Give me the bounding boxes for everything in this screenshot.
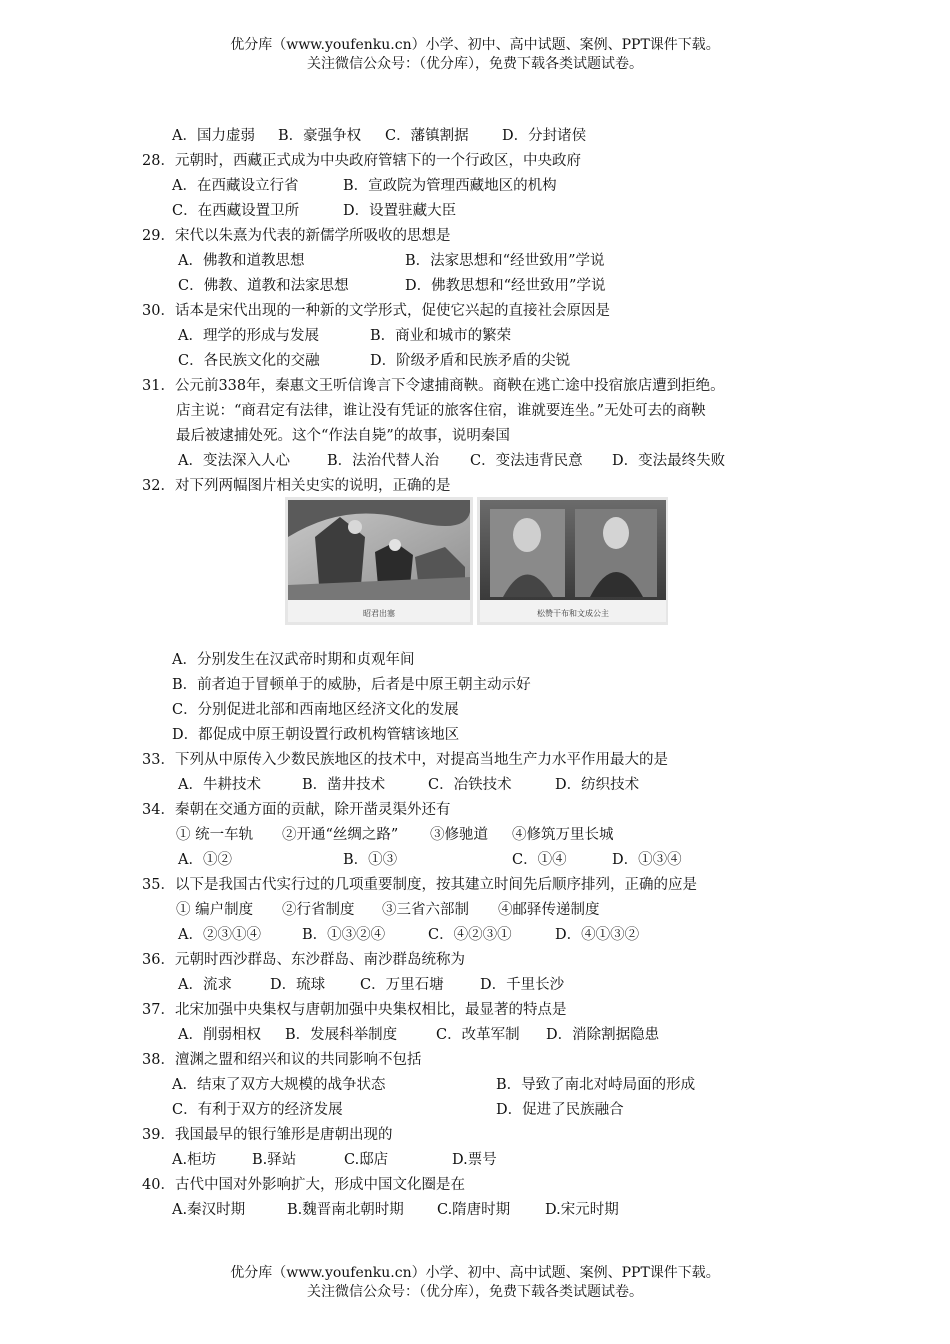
q33-stem: 33．下列从中原传入少数民族地区的技术中，对提高当地生产力水平作用最大的是 — [142, 752, 668, 768]
q36-option-a: A．流求 — [178, 977, 232, 993]
q31-option-a: A．变法深入人心 — [178, 453, 290, 469]
q34-stem: 34．秦朝在交通方面的贡献，除开凿灵渠外还有 — [142, 802, 451, 818]
q27-option-c: C．藩镇割据 — [385, 128, 469, 144]
q39-stem: 39．我国最早的银行雏形是唐朝出现的 — [142, 1127, 393, 1143]
q29-option-d: D．佛教思想和“经世致用”学说 — [405, 278, 606, 294]
q28-stem: 28．元朝时，西藏正式成为中央政府管辖下的一个行政区，中央政府 — [142, 153, 581, 169]
q33-option-d: D．纺织技术 — [555, 777, 640, 793]
q27-option-d: D．分封诸侯 — [502, 128, 587, 144]
q36-stem: 36．元朝时西沙群岛、东沙群岛、南沙群岛统称为 — [142, 952, 465, 968]
q39-option-a: A.柜坊 — [172, 1152, 217, 1168]
q37-option-c: C．改革军制 — [436, 1027, 520, 1043]
q35-stem: 35．以下是我国古代实行过的几项重要制度，按其建立时间先后顺序排列，正确的应是 — [142, 877, 697, 893]
footer-line-2: 关注微信公众号：（优分库），免费下载各类试题试卷。 — [307, 1284, 643, 1300]
q37-option-a: A．削弱相权 — [178, 1027, 261, 1043]
q35-option-a: A．②③①④ — [178, 927, 261, 943]
q39-option-d: D.票号 — [452, 1152, 497, 1168]
q36-option-d: D．千里长沙 — [480, 977, 565, 993]
songtsen-wencheng-image — [477, 497, 668, 625]
q33-option-b: B．凿井技术 — [302, 777, 386, 793]
q34-option-a: A．①② — [178, 852, 232, 868]
q31-stem-line-3: 最后被逮捕处死。这个“作法自毙”的故事，说明秦国 — [176, 428, 510, 444]
q32-option-c: C．分别促进北部和西南地区经济文化的发展 — [172, 702, 459, 718]
q37-option-d: D．消除割据隐患 — [546, 1027, 660, 1043]
q38-option-a: A．结束了双方大规模的战争状态 — [172, 1077, 386, 1093]
q28-option-d: D．设置驻藏大臣 — [343, 203, 457, 219]
q34-item-2: ②开通“丝绸之路” — [282, 827, 399, 843]
q39-option-b: B.驿站 — [252, 1152, 297, 1168]
q33-option-c: C．冶铁技术 — [428, 777, 512, 793]
q30-stem: 30．话本是宋代出现的一种新的文学形式，促使它兴起的直接社会原因是 — [142, 303, 610, 319]
q32-option-d: D．都促成中原王朝设置行政机构管辖该地区 — [172, 727, 460, 743]
q30-option-d: D．阶级矛盾和民族矛盾的尖锐 — [370, 353, 571, 369]
q28-option-b: B．宣政院为管理西藏地区的机构 — [343, 178, 557, 194]
q31-option-b: B．法治代替人治 — [327, 453, 440, 469]
q34-option-c: C．①④ — [512, 852, 567, 868]
q32-caption-right: 松赞干布和文成公主 — [537, 609, 609, 618]
q29-option-c: C．佛教、道教和法家思想 — [178, 278, 349, 294]
q33-option-a: A．牛耕技术 — [178, 777, 261, 793]
q31-stem-line-2: 店主说：“商君定有法律，谁让没有凭证的旅客住宿，谁就要连坐。”无处可去的商鞅 — [176, 403, 706, 419]
q37-stem: 37．北宋加强中央集权与唐朝加强中央集权相比，最显著的特点是 — [142, 1002, 567, 1018]
q39-option-c: C.邸店 — [344, 1152, 389, 1168]
q29-option-b: B．法家思想和“经世致用”学说 — [405, 253, 605, 269]
q37-option-b: B．发展科举制度 — [285, 1027, 398, 1043]
q35-option-d: D．④①③② — [555, 927, 640, 943]
q40-option-d: D.宋元时期 — [545, 1202, 619, 1218]
q32-stem: 32．对下列两幅图片相关史实的说明，正确的是 — [142, 478, 451, 494]
q32-figure — [285, 497, 668, 625]
q31-option-c: C．变法违背民意 — [470, 453, 583, 469]
q30-option-a: A．理学的形成与发展 — [178, 328, 319, 344]
q30-option-b: B．商业和城市的繁荣 — [370, 328, 512, 344]
q29-stem: 29．宋代以朱熹为代表的新儒学所吸收的思想是 — [142, 228, 451, 244]
q35-item-1: ① 编户制度 — [176, 902, 254, 918]
q34-item-1: ① 统一车轨 — [176, 827, 254, 843]
footer-line-1: 优分库（www.youfenku.cn）小学、初中、高中试题、案例、PPT课件下载。 — [230, 1265, 720, 1281]
q38-option-c: C．有利于双方的经济发展 — [172, 1102, 343, 1118]
q35-item-4: ④邮驿传递制度 — [498, 902, 600, 918]
q31-stem-line-1: 31．公元前338年，秦惠文王听信谗言下令逮捕商鞅。商鞅在逃亡途中投宿旅店遭到拒绝。 — [142, 378, 725, 394]
q28-option-c: C．在西藏设置卫所 — [172, 203, 300, 219]
q40-option-c: C.隋唐时期 — [437, 1202, 511, 1218]
q38-option-b: B．导致了南北对峙局面的形成 — [496, 1077, 696, 1093]
zhaojun-painting-image — [285, 497, 473, 625]
q28-option-a: A．在西藏设立行省 — [172, 178, 299, 194]
q36-option-c: C．万里石塘 — [360, 977, 444, 993]
q35-item-3: ③三省六部制 — [382, 902, 469, 918]
q38-option-d: D．促进了民族融合 — [496, 1102, 624, 1118]
q40-option-b: B.魏晋南北朝时期 — [287, 1202, 404, 1218]
q40-stem: 40．古代中国对外影响扩大，形成中国文化圈是在 — [142, 1177, 465, 1193]
q27-option-a: A．国力虚弱 — [172, 128, 255, 144]
q30-option-c: C．各民族文化的交融 — [178, 353, 320, 369]
q38-stem: 38．澶渊之盟和绍兴和议的共同影响不包括 — [142, 1052, 422, 1068]
page-footer — [0, 1264, 950, 1302]
q36-option-b: D．琉球 — [270, 977, 326, 993]
q29-option-a: A．佛教和道教思想 — [178, 253, 305, 269]
q27-option-b: B．豪强争权 — [278, 128, 362, 144]
q35-option-b: B．①③②④ — [302, 927, 386, 943]
header-line-1: 优分库（www.youfenku.cn）小学、初中、高中试题、案例、PPT课件下载。 — [230, 37, 720, 53]
q34-item-4: ④修筑万里长城 — [512, 827, 614, 843]
page-header — [0, 36, 950, 74]
header-line-2: 关注微信公众号：（优分库），免费下载各类试题试卷。 — [307, 56, 643, 72]
q40-option-a: A.秦汉时期 — [172, 1202, 246, 1218]
q31-option-d: D．变法最终失败 — [612, 453, 726, 469]
q34-item-3: ③修驰道 — [430, 827, 488, 843]
q34-option-b: B．①③ — [343, 852, 398, 868]
q32-caption-left: 昭君出塞 — [363, 609, 395, 618]
q32-option-a: A．分别发生在汉武帝时期和贞观年间 — [172, 652, 415, 668]
q32-option-b: B．前者迫于冒顿单于的威胁，后者是中原王朝主动示好 — [172, 677, 531, 693]
q34-option-d: D．①③④ — [612, 852, 682, 868]
q35-item-2: ②行省制度 — [282, 902, 355, 918]
q35-option-c: C．④②③① — [428, 927, 512, 943]
